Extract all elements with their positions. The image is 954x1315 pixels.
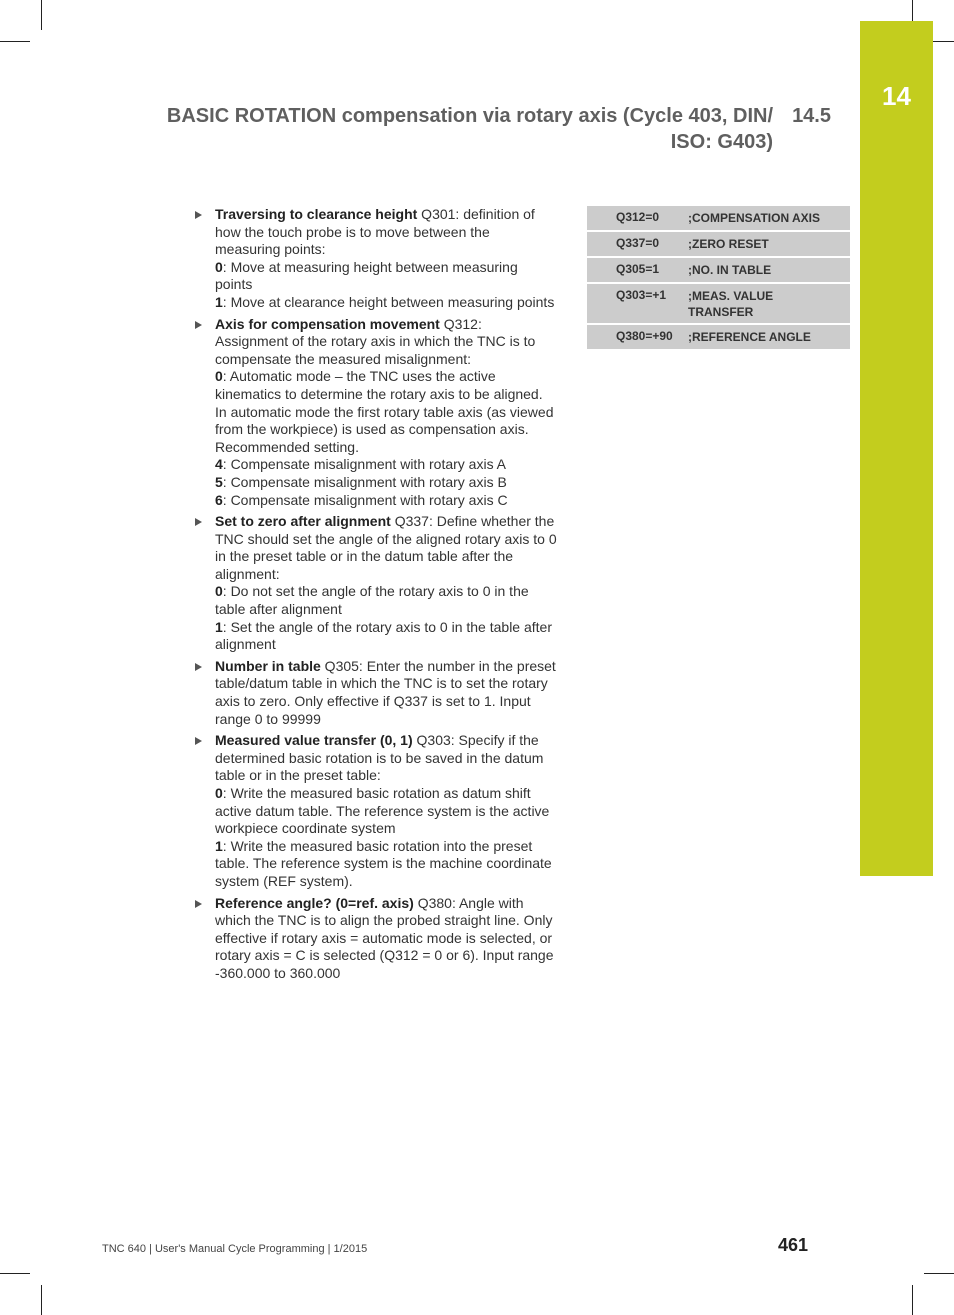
option-key: 0 <box>215 785 223 801</box>
parameter-name: Traversing to clearance height <box>215 206 418 222</box>
parameter-item <box>195 732 557 890</box>
table-row <box>587 258 850 284</box>
table-row <box>587 284 850 325</box>
option-text: : Write the measured basic rotation as datum shift active datum table. The reference system is the active workpiece coordinate system <box>215 785 550 837</box>
chapter-number: 14 <box>882 81 911 111</box>
section-title-line: BASIC ROTATION compensation via rotary axis (Cycle 403, DIN/ <box>166 105 773 127</box>
parameter-item <box>195 206 557 312</box>
parameter-description <box>215 206 557 259</box>
section-number: 14.5 <box>792 105 831 127</box>
option-text: : Do not set the angle of the rotary axis to 0 in the table after alignment <box>215 583 529 618</box>
crop-mark <box>41 0 42 30</box>
option-text: : Compensate misalignment with rotary axis C <box>222 491 508 508</box>
option-text: : Set the angle of the rotary axis to 0 in the table after alignment <box>215 618 552 653</box>
arrow-bullet-icon <box>195 211 202 219</box>
option-key: 6 <box>215 491 223 508</box>
crop-mark <box>912 1285 913 1315</box>
option-text: : Compensate misalignment with rotary axis B <box>222 473 507 490</box>
parameter-intro: Q337: Define whether the TNC should set the angle of the aligned rotary axis to 0 in the preset table or in the datum table after the alignment: <box>215 513 557 582</box>
q-comment: ;ZERO RESET <box>688 237 769 251</box>
q-parameter: Q380=+90 <box>616 329 673 343</box>
crop-mark <box>924 1273 954 1274</box>
parameter-name: Number in table <box>215 657 321 674</box>
parameter-description <box>215 732 557 785</box>
parameter-option <box>215 259 557 294</box>
option-text: : Move at clearance height between measuring points <box>222 293 555 310</box>
option-key: 0 <box>215 368 223 385</box>
parameter-option <box>215 838 557 891</box>
arrow-bullet-icon <box>195 737 202 745</box>
option-text: : Write the measured basic rotation into the preset table. The reference system is the machine coordinate system (REF system). <box>215 837 552 889</box>
q-parameter: Q303=+1 <box>616 288 667 302</box>
parameter-intro: Q305: Enter the number in the preset table/datum table in which the TNC is to set the rotary axis to zero. Only effective if Q337 is set to 1. Input range 0 to 99999 <box>215 657 556 727</box>
parameter-name: Axis for compensation movement <box>215 315 440 332</box>
arrow-bullet-icon <box>195 321 202 329</box>
q-comment: ;COMPENSATION AXIS <box>688 211 821 225</box>
parameter-option <box>215 619 557 654</box>
parameter-option <box>215 583 557 618</box>
option-key: 1 <box>215 618 223 635</box>
option-text: : Move at measuring height between measuring points <box>215 258 518 293</box>
parameter-name: Reference angle? (0=ref. axis) <box>215 894 414 911</box>
option-key: 1 <box>215 837 223 854</box>
option-text: : Compensate misalignment with rotary axis A <box>222 456 507 473</box>
parameter-option <box>215 785 557 838</box>
page-number: 461 <box>778 1235 809 1255</box>
arrow-bullet-icon <box>195 663 202 671</box>
parameter-name: Measured value transfer (0, 1) <box>215 732 413 749</box>
arrow-bullet-icon <box>195 900 202 908</box>
table-row <box>587 232 850 258</box>
parameter-item <box>195 658 557 728</box>
crop-mark <box>0 41 30 42</box>
crop-mark <box>0 1273 30 1274</box>
q-comment: ;NO. IN TABLE <box>688 263 772 277</box>
parameter-item <box>195 316 557 510</box>
footer-text: TNC 640 | User's Manual Cycle Programming | 1/2015 <box>102 1243 368 1255</box>
parameter-option <box>215 368 557 456</box>
option-key: 0 <box>215 258 223 275</box>
arrow-bullet-icon <box>195 518 202 526</box>
section-title <box>167 103 773 155</box>
parameter-name: Set to zero after alignment <box>215 513 391 530</box>
parameter-description <box>215 316 557 369</box>
option-key: 5 <box>215 473 223 490</box>
parameter-intro: Q303: Specify if the determined basic rotation is to be saved in the datum table or in the preset table: <box>215 732 544 784</box>
q-parameter: Q305=1 <box>616 262 660 276</box>
parameter-item <box>195 513 557 654</box>
parameter-option <box>215 474 557 492</box>
option-key: 1 <box>215 293 223 310</box>
option-key: 0 <box>215 583 223 600</box>
crop-mark <box>41 1285 42 1315</box>
parameter-description <box>215 513 557 583</box>
parameter-option <box>215 456 557 474</box>
section-title-line: ISO: G403) <box>670 131 773 153</box>
parameter-list <box>195 206 557 987</box>
table-row <box>587 206 850 232</box>
q-parameter: Q337=0 <box>616 236 660 250</box>
page-header <box>130 103 850 163</box>
parameter-intro: Q312: Assignment of the rotary axis in which the TNC is to compensate the measured misalignment: <box>215 315 536 367</box>
chapter-tab <box>860 21 933 876</box>
parameter-option <box>215 294 557 312</box>
parameter-intro: Q301: definition of how the touch probe is to move between the measuring points: <box>215 206 535 258</box>
option-key: 4 <box>215 456 223 473</box>
parameter-option <box>215 492 557 510</box>
parameter-description <box>215 895 557 983</box>
parameter-intro: Q380: Angle with which the TNC is to align the probed straight line. Only effective if rotary axis = automatic mode is selected, or rotary axis = C is selected (Q312 = 0 or 6). Input range -360.000 to 360.000 <box>215 894 554 981</box>
parameter-item <box>195 895 557 983</box>
q-comment: ;REFERENCE ANGLE <box>688 330 811 344</box>
table-row <box>587 325 850 349</box>
q-parameter: Q312=0 <box>616 210 660 224</box>
parameter-description <box>215 658 557 728</box>
option-text: : Automatic mode – the TNC uses the active kinematics to determine the rotary axis to be aligned. In automatic mode the first rotary table axis (as viewed from the workpiece) is used as compensation axis. Recommended setting. <box>215 368 554 455</box>
q-comment: ;MEAS. VALUE TRANSFER <box>688 289 774 319</box>
nc-block-table <box>587 206 850 349</box>
